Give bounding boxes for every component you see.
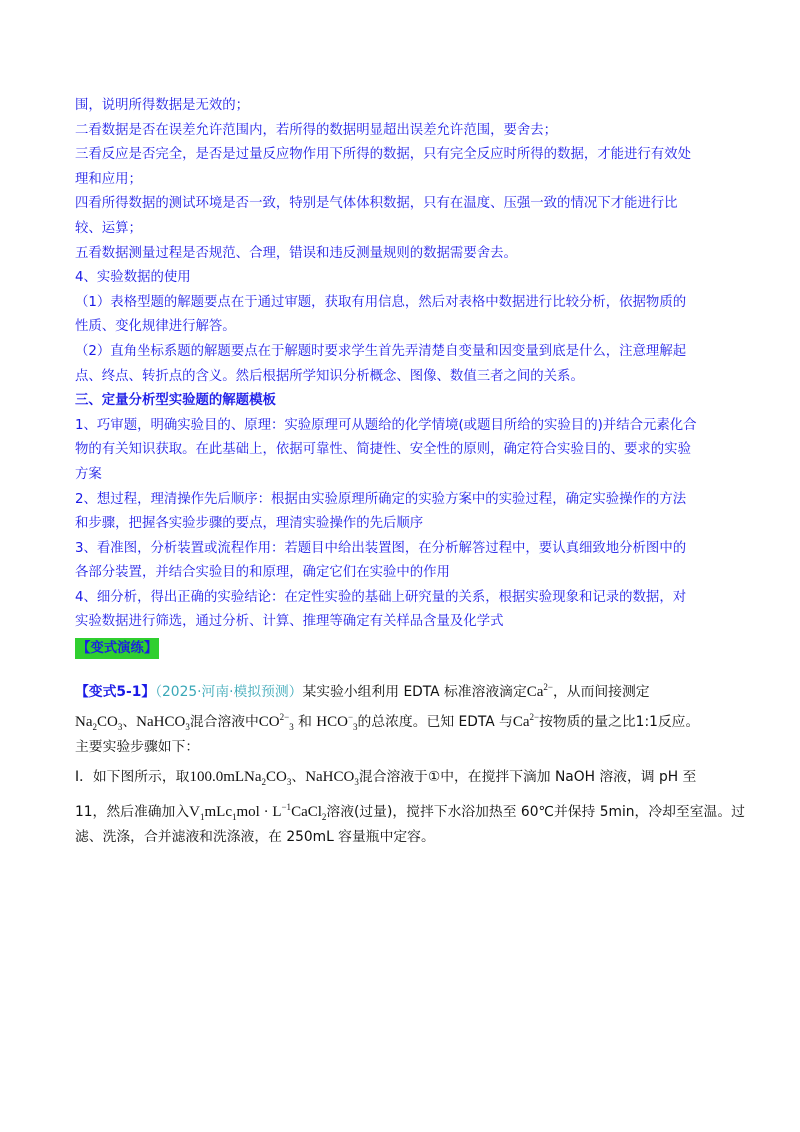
template-line: 4、细分析，得出正确的实验结论：在定性实验的基础上研究量的关系，根据实验现象和记录的数据，对 xyxy=(75,589,687,605)
content-body xyxy=(75,94,745,852)
template-line: 各部分装置，并结合实验目的和原理，确定它们在实验中的作用 xyxy=(75,565,450,581)
intro-line: 围，说明所得数据是无效的； xyxy=(75,98,250,113)
formula-hco3: $HCO^-_3$ xyxy=(316,711,358,732)
formula-cacl2-amount: $V_1mLc_1mol$ · $L^{-1}CaCl_2$ xyxy=(189,801,327,822)
template-line: 和步骤，把握各实验步骤的要点，理清实验操作的先后顺序 xyxy=(75,516,424,532)
template-line: 2、想过程，理清操作先后顺序：根据由实验原理所确定的实验方案中的实验过程，确定实验操作的方法 xyxy=(75,491,687,507)
formula-co3: $CO^{2-}_3$ xyxy=(258,711,294,732)
intro-line: （1）表格型题的解题要点在于通过审题，获取有用信息，然后对表格中数据进行比较分析，依据物质的 xyxy=(75,294,687,310)
intro-line: 三看反应是否完全，是否是过量反应物作用下所得的数据，只有完全反应时所得的数据，才能进行有效处 xyxy=(75,147,691,163)
template-line: 物的有关知识获取。在此基础上，依据可靠性、简捷性、安全性的原则，确定符合实验目的、要求的实验 xyxy=(75,442,691,458)
question-stem: 某实验小组利用 EDTA 标准溶液滴定 xyxy=(302,683,527,700)
steps-title: 主要实验步骤如下： xyxy=(75,738,200,755)
formula-ca-2: $Ca^{2-}$ xyxy=(512,711,540,730)
practice-section xyxy=(75,637,727,662)
intro-line: 理和应用； xyxy=(75,171,142,187)
step-1-line-2: 11，然后准确加入$V_1mLc_1mol$ · $L^{-1}CaCl_2$溶液(过量)，搅拌下水浴加热至 60℃并保持 5min，冷却至室温。过 xyxy=(75,801,745,822)
question-header: 【变式5-1】（2025·河南·模拟预测）某实验小组利用 EDTA 标准溶液滴定$Ca^{2-}$，从而间接测定 xyxy=(75,681,650,700)
intro-line: 二看数据是否在误差允许范围内，若所得的数据明显超出误差允许范围，要舍去； xyxy=(75,122,558,138)
intro-line: 五看数据测量过程是否规范、合理，错误和违反测量规则的数据需要舍去。 xyxy=(75,245,517,261)
intro-line: 四看所得数据的测试环境是否一致，特别是气体体积数据，只有在温度、压强一致的情况下才能进行比 xyxy=(75,196,678,212)
intro-line: （2）直角坐标系题的解题要点在于解题时要求学生首先弄清楚自变量和因变量到底是什么，注意理解起 xyxy=(75,343,687,359)
template-line: 实验数据进行筛选，通过分析、计算、推理等确定有关样品含量及化学式 xyxy=(75,614,504,630)
template-line: 1、巧审题，明确实验目的、原理：实验原理可从题给的化学情境(或题目所给的实验目的)并结合元素化合 xyxy=(75,417,697,433)
practice-label: 【变式演练】 xyxy=(75,638,159,659)
formula-nahco3: NaHCO$_3$ xyxy=(136,713,190,732)
step-1-line-3: 滤、洗涤，合并滤液和洗涤液，在 250mL 容量瓶中定容。 xyxy=(75,828,435,845)
question-line-2: $Na_2CO_3$、NaHCO$_3$混合溶液中$CO^{2-}_3$ 和 $HCO^-_3$的总浓度。已知 EDTA 与$Ca^{2-}$按物质的量之比1:1反应。 xyxy=(75,711,700,732)
intro-line: 4、实验数据的使用 xyxy=(75,270,191,286)
section-heading: 三、定量分析型实验题的解题模板 xyxy=(75,393,276,409)
intro-line: 性质、变化规律进行解答。 xyxy=(75,319,236,335)
question-tag: 【变式5-1】 xyxy=(75,683,156,700)
question-source: （2025·河南·模拟预测） xyxy=(155,683,303,700)
step-1-line-1: Ⅰ．如下图所示，取$100.0mLNa_2CO_3$、NaHCO$_3$混合溶液于①中，在搅拌下滴加 NaOH 溶液，调 pH 至 xyxy=(75,768,697,787)
formula-volume: $100.0mLNa_2CO_3$ xyxy=(189,768,292,787)
template-line: 方案 xyxy=(75,466,102,482)
formula-ca: $Ca^{2-}$ xyxy=(526,681,553,700)
intro-line: 点、终点、转折点的含义。然后根据所学知识分析概念、图像、数值三者之间的关系。 xyxy=(75,368,584,384)
template-line: 3、看准图，分析装置或流程作用：若题目中给出装置图，在分析解答过程中，要认真细致地分析图中的 xyxy=(75,540,687,556)
formula-na2co3: $Na_2CO_3$ xyxy=(75,713,123,732)
formula-nahco3-2: NaHCO$_3$ xyxy=(305,768,359,787)
intro-line: 较、运算； xyxy=(75,220,142,236)
